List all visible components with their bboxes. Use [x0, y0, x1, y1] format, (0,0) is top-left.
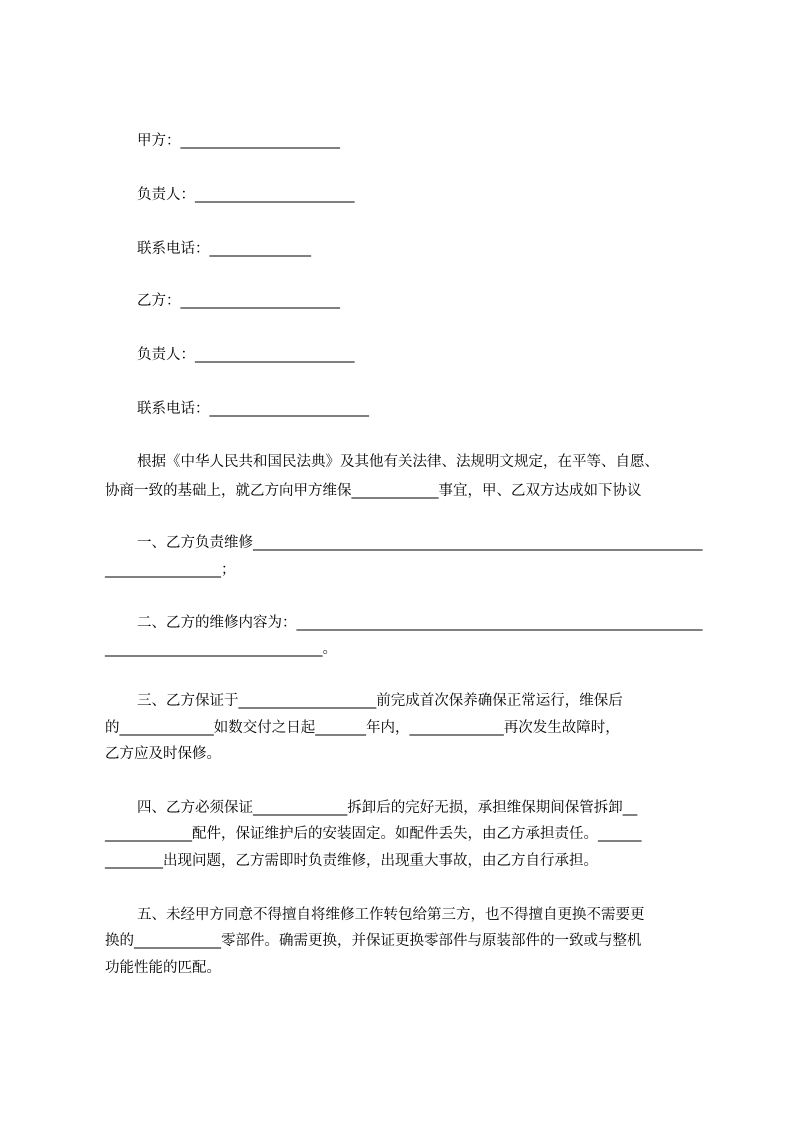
- clause-4-line-1: 四、乙方必须保证_____________拆卸后的完好无损，承担维保期间保管拆卸__: [137, 800, 638, 816]
- intro-line-2: 协商一致的基础上，就乙方向甲方维保____________事宜，甲、乙双方达成如下协议: [105, 483, 642, 499]
- clause-1-line-2: ________________；: [105, 562, 236, 578]
- clause-4-line-2: ____________配件，保证维护后的安装固定。如配件丢失，由乙方承担责任。______: [105, 826, 642, 842]
- clause-5-line-1: 五、未经甲方同意不得擅自将维修工作转包给第三方，也不得擅自更换不需要更: [137, 907, 645, 923]
- clause-3-line-1: 三、乙方保证于___________________前完成首次保养确保正常运行，维保后: [137, 693, 623, 709]
- clause-2-line-1: 二、乙方的维修内容为：________________________________________________________: [137, 615, 703, 631]
- party-a-field: 甲方：______________________: [137, 133, 340, 149]
- clause-2-line-2: ______________________________。: [105, 641, 337, 657]
- clause-4-line-3: ________出现问题，乙方需即时负责维修，出现重大事故，由乙方自行承担。: [105, 853, 598, 869]
- clause-3-line-2: 的_____________如数交付之日起_______年内，_____________再次发生故障时，: [105, 720, 620, 736]
- party-b-phone-field: 联系电话：______________________: [137, 401, 369, 417]
- party-b-field: 乙方：______________________: [137, 293, 340, 309]
- clause-1-line-1: 一、乙方负责维修______________________________________________________________: [137, 535, 703, 551]
- party-a-phone-field: 联系电话：______________: [137, 241, 311, 257]
- party-b-contact-person-field: 负责人：______________________: [137, 347, 355, 363]
- party-a-contact-person-field: 负责人：______________________: [137, 187, 355, 203]
- clause-5-line-3: 功能性能的匹配。: [105, 960, 221, 976]
- intro-line-1: 根据《中华人民共和国民法典》及其他有关法律、法规明文规定，在平等、自愿、: [137, 454, 659, 470]
- clause-3-line-3: 乙方应及时保修。: [105, 746, 221, 762]
- clause-5-line-2: 换的____________零部件。确需更换，并保证更换零部件与原装部件的一致或与整机: [105, 933, 642, 949]
